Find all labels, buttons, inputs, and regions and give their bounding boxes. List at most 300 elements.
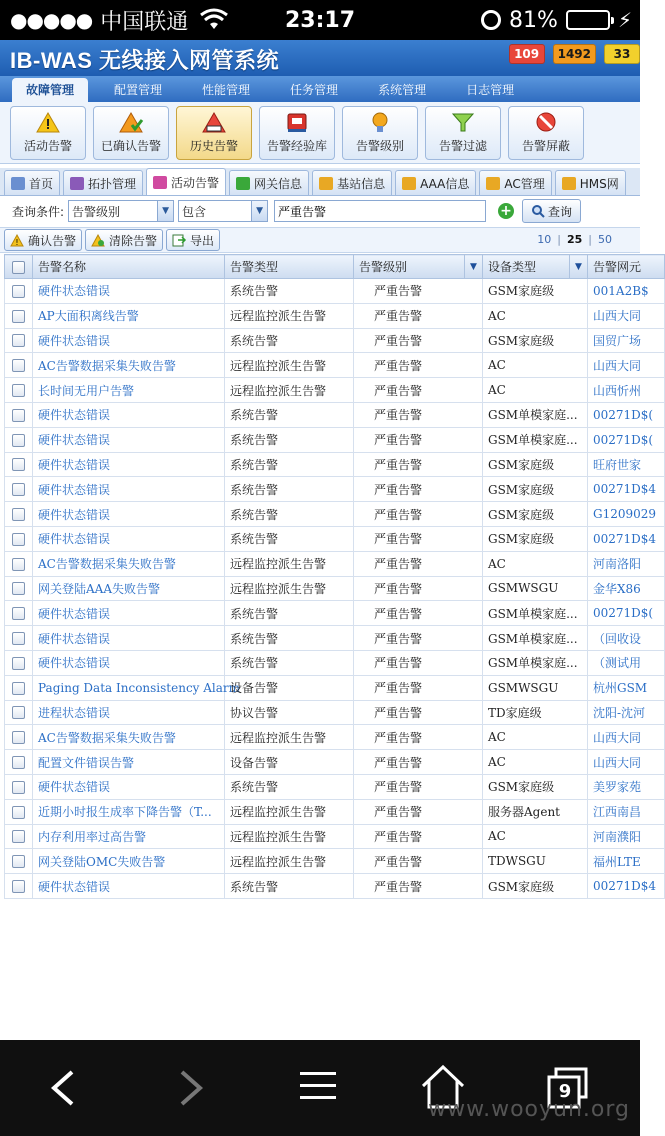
clear-alarm-label: 清除告警 [109, 233, 158, 248]
toolbar-button-label: 告警屏蔽 [521, 139, 570, 153]
tab-count: 9 [558, 1081, 572, 1102]
alarm-table-container [4, 254, 657, 900]
cell-alarm-element[interactable]: 00271D$4 [588, 526, 665, 551]
cell-alarm-name[interactable]: 配置文件错误告警 [33, 750, 225, 775]
cell-alarm-name[interactable]: 长时间无用户告警 [33, 378, 225, 403]
page-tabs [0, 168, 640, 196]
table-row[interactable] [5, 824, 665, 849]
clear-warning-icon [91, 234, 105, 247]
cell-alarm-name[interactable]: 网关登陆AAA失败告警 [33, 576, 225, 601]
row-checkbox[interactable] [12, 533, 25, 546]
row-checkbox[interactable] [12, 508, 25, 521]
toolbar-button[interactable] [342, 106, 418, 160]
main-menu-item[interactable]: 日志管理 [466, 83, 515, 97]
cell-alarm-element[interactable]: 山西大同 [588, 725, 665, 750]
row-checkbox[interactable] [12, 682, 25, 695]
main-menu [0, 76, 640, 102]
row-checkbox[interactable] [12, 409, 25, 422]
cell-alarm-level: 严重告警 [354, 402, 483, 427]
row-checkbox-cell[interactable] [5, 874, 33, 899]
row-checkbox-cell[interactable] [5, 551, 33, 576]
cell-alarm-level: 严重告警 [354, 526, 483, 551]
cell-device-type: GSM家庭级 [483, 874, 588, 899]
row-checkbox-cell[interactable] [5, 626, 33, 651]
alarm-toolbar [0, 102, 640, 164]
confirmed-alarm-icon [119, 111, 143, 133]
cell-alarm-name[interactable]: 硬件状态错误 [33, 427, 225, 452]
tab-chart[interactable] [4, 170, 60, 195]
row-checkbox[interactable] [12, 830, 25, 843]
row-checkbox-cell[interactable] [5, 750, 33, 775]
row-checkbox[interactable] [12, 880, 25, 893]
row-checkbox[interactable] [12, 731, 25, 744]
cell-alarm-element[interactable]: 美罗家苑 [588, 774, 665, 799]
cell-alarm-level: 严重告警 [354, 576, 483, 601]
cell-device-type: GSM家庭级 [483, 328, 588, 353]
chevron-down-icon[interactable]: ▼ [157, 201, 173, 221]
toolbar-button[interactable] [176, 106, 252, 160]
tab-aaa[interactable] [395, 170, 476, 195]
chevron-down-icon[interactable]: ▼ [251, 201, 267, 221]
cell-alarm-element[interactable]: 001A2B$ [588, 279, 665, 304]
table-row[interactable] [5, 353, 665, 378]
alarm-level-icon [368, 111, 392, 133]
table-row[interactable] [5, 402, 665, 427]
cell-alarm-type: 远程监控派生告警 [225, 824, 354, 849]
toolbar-button[interactable] [425, 106, 501, 160]
browser-bottom-bar [0, 1040, 640, 1136]
row-checkbox-cell[interactable] [5, 452, 33, 477]
cell-alarm-type: 系统告警 [225, 477, 354, 502]
row-checkbox-cell[interactable] [5, 774, 33, 799]
page-size-option[interactable]: 10 [537, 233, 552, 246]
app-header [0, 40, 640, 76]
cell-alarm-level: 严重告警 [354, 700, 483, 725]
row-checkbox-cell[interactable] [5, 650, 33, 675]
row-checkbox-cell[interactable] [5, 576, 33, 601]
toolbar-button[interactable] [93, 106, 169, 160]
main-menu-item[interactable]: 配置管理 [114, 83, 163, 97]
back-arrow-icon[interactable] [48, 1070, 78, 1106]
cell-alarm-type: 系统告警 [225, 452, 354, 477]
cell-alarm-name[interactable]: 硬件状态错误 [33, 328, 225, 353]
cell-alarm-element[interactable]: 金华X86 [588, 576, 665, 601]
row-checkbox[interactable] [12, 285, 25, 298]
cell-alarm-element[interactable]: 山西大同 [588, 353, 665, 378]
battery-icon [566, 10, 610, 30]
search-icon [531, 204, 545, 218]
row-checkbox-cell[interactable] [5, 601, 33, 626]
cell-alarm-name[interactable]: Paging Data Inconsistency Alarm [33, 675, 225, 700]
alarm-tab-icon [153, 176, 167, 189]
row-checkbox[interactable] [12, 310, 25, 323]
cell-alarm-name[interactable]: 硬件状态错误 [33, 279, 225, 304]
alarm-count-badge[interactable]: 1492 [553, 44, 596, 64]
action-bar [0, 227, 640, 253]
toolbar-button-label: 历史告警 [189, 139, 238, 153]
tab-topology[interactable] [63, 170, 143, 195]
cell-alarm-type: 远程监控派生告警 [225, 849, 354, 874]
cell-alarm-level: 严重告警 [354, 774, 483, 799]
cell-alarm-level: 严重告警 [354, 824, 483, 849]
cell-alarm-name[interactable]: 硬件状态错误 [33, 452, 225, 477]
alarm-count-badge[interactable]: 33 [604, 44, 640, 64]
cell-alarm-level: 严重告警 [354, 452, 483, 477]
cell-alarm-element[interactable]: 00271D$( [588, 601, 665, 626]
row-checkbox-cell[interactable] [5, 799, 33, 824]
table-row[interactable] [5, 874, 665, 899]
cell-alarm-element[interactable]: （测试用 [588, 650, 665, 675]
cell-alarm-type: 远程监控派生告警 [225, 576, 354, 601]
cell-alarm-type: 设备告警 [225, 675, 354, 700]
cell-alarm-type: 设备告警 [225, 750, 354, 775]
query-field-value: 告警级别 [72, 204, 121, 219]
column-header-device-type-label: 设备类型 [488, 260, 537, 274]
toolbar-button-label: 告警经验库 [266, 139, 327, 153]
cell-alarm-element[interactable]: 福州LTE [588, 849, 665, 874]
cell-alarm-name[interactable]: 硬件状态错误 [33, 502, 225, 527]
cell-alarm-name[interactable]: AC告警数据采集失败告警 [33, 725, 225, 750]
toolbar-button[interactable] [10, 106, 86, 160]
cell-alarm-name[interactable]: 内存利用率过高告警 [33, 824, 225, 849]
cell-alarm-type: 系统告警 [225, 626, 354, 651]
cell-device-type: GSM家庭级 [483, 477, 588, 502]
row-checkbox[interactable] [12, 434, 25, 447]
cell-alarm-type: 远程监控派生告警 [225, 551, 354, 576]
row-checkbox[interactable] [12, 855, 25, 868]
column-header-alarm-level[interactable] [354, 255, 483, 279]
pager-separator: | [588, 233, 592, 246]
signal-strength: ●●●●● [10, 8, 93, 32]
cell-alarm-type: 系统告警 [225, 402, 354, 427]
cell-alarm-level: 严重告警 [354, 328, 483, 353]
row-checkbox-cell[interactable] [5, 353, 33, 378]
cell-device-type: TDWSGU [483, 849, 588, 874]
charging-bolt-icon: ⚡ [617, 8, 632, 32]
confirm-alarm-label: 确认告警 [28, 233, 77, 248]
table-row[interactable] [5, 650, 665, 675]
cell-alarm-element[interactable]: 国贸广场 [588, 328, 665, 353]
aaa-icon [402, 177, 416, 190]
row-checkbox-cell[interactable] [5, 328, 33, 353]
cell-alarm-type: 系统告警 [225, 526, 354, 551]
row-checkbox[interactable] [12, 384, 25, 397]
cell-alarm-element[interactable]: 旺府世家 [588, 452, 665, 477]
row-checkbox-cell[interactable] [5, 700, 33, 725]
cell-alarm-level: 严重告警 [354, 601, 483, 626]
query-field-select[interactable] [68, 200, 174, 222]
table-row[interactable] [5, 526, 665, 551]
tab-label: 网关信息 [254, 176, 303, 191]
cell-alarm-name[interactable]: 近期小时报生成率下降告警（T... [33, 799, 225, 824]
warning-icon [36, 111, 60, 133]
row-checkbox[interactable] [12, 781, 25, 794]
alarm-table [4, 254, 665, 899]
watermark-text: www.wooyun.org [428, 1097, 630, 1122]
table-row[interactable] [5, 452, 665, 477]
cell-alarm-type: 远程监控派生告警 [225, 378, 354, 403]
cell-device-type: GSM家庭级 [483, 279, 588, 304]
cell-alarm-name[interactable]: 网关登陆OMC失败告警 [33, 849, 225, 874]
cell-alarm-type: 系统告警 [225, 601, 354, 626]
battery-percent: 81% [509, 7, 558, 33]
cell-alarm-level: 严重告警 [354, 378, 483, 403]
cell-alarm-name[interactable]: 硬件状态错误 [33, 477, 225, 502]
cell-alarm-name[interactable]: 硬件状态错误 [33, 626, 225, 651]
cell-alarm-element[interactable]: 山西大同 [588, 750, 665, 775]
table-row[interactable] [5, 750, 665, 775]
alarm-clock-icon [481, 10, 501, 30]
table-row[interactable] [5, 328, 665, 353]
cell-alarm-level: 严重告警 [354, 750, 483, 775]
tab-label: 基站信息 [337, 176, 386, 191]
filter-icon [451, 111, 475, 133]
cell-alarm-name[interactable]: 硬件状态错误 [33, 526, 225, 551]
cell-alarm-element[interactable]: 00271D$( [588, 402, 665, 427]
row-checkbox-cell[interactable] [5, 502, 33, 527]
cell-device-type: GSMWSGU [483, 675, 588, 700]
history-alarm-icon [202, 111, 226, 133]
export-icon [172, 234, 186, 247]
cell-device-type: GSM单模家庭... [483, 601, 588, 626]
column-header-alarm-name[interactable]: 告警名称 [33, 255, 225, 279]
query-label: 查询条件: [12, 204, 65, 219]
menu-icon[interactable] [300, 1070, 336, 1102]
table-row[interactable] [5, 601, 665, 626]
toolbar-button-label: 已确认告警 [100, 139, 161, 153]
query-value-input[interactable] [274, 200, 486, 222]
row-checkbox-cell[interactable] [5, 303, 33, 328]
search-button-label: 查询 [548, 204, 573, 219]
forward-arrow-icon[interactable] [176, 1070, 206, 1106]
cell-alarm-type: 系统告警 [225, 328, 354, 353]
row-checkbox[interactable] [12, 806, 25, 819]
row-checkbox[interactable] [12, 657, 25, 670]
toolbar-button[interactable] [259, 106, 335, 160]
cell-device-type: GSM家庭级 [483, 774, 588, 799]
cell-alarm-element[interactable]: 00271D$4 [588, 874, 665, 899]
table-row[interactable] [5, 725, 665, 750]
tab-label: 首页 [29, 176, 54, 191]
sort-desc-icon[interactable]: ▼ [464, 255, 482, 278]
tab-basestation[interactable] [312, 170, 392, 195]
row-checkbox[interactable] [12, 632, 25, 645]
cell-alarm-type: 协议告警 [225, 700, 354, 725]
row-checkbox[interactable] [12, 334, 25, 347]
table-row[interactable] [5, 378, 665, 403]
export-label: 导出 [190, 233, 215, 248]
cell-device-type: GSMWSGU [483, 576, 588, 601]
table-row[interactable] [5, 303, 665, 328]
cell-alarm-element[interactable]: 江西南昌 [588, 799, 665, 824]
tab-label: 拓扑管理 [88, 176, 137, 191]
chart-icon [11, 177, 25, 190]
cell-alarm-element[interactable]: 河南洛阳 [588, 551, 665, 576]
cell-alarm-name[interactable]: 进程状态错误 [33, 700, 225, 725]
column-header-device-type[interactable] [483, 255, 588, 279]
cell-device-type: AC [483, 378, 588, 403]
cell-alarm-type: 远程监控派生告警 [225, 725, 354, 750]
table-row[interactable] [5, 849, 665, 874]
tab-alarm-tab[interactable] [146, 168, 226, 195]
row-checkbox-cell[interactable] [5, 725, 33, 750]
cell-alarm-level: 严重告警 [354, 799, 483, 824]
cell-alarm-element[interactable]: 沈阳-沈河 [588, 700, 665, 725]
main-menu-item[interactable]: 任务管理 [290, 83, 339, 97]
cell-alarm-level: 严重告警 [354, 502, 483, 527]
cell-alarm-name[interactable]: 硬件状态错误 [33, 874, 225, 899]
column-header-alarm-level-label: 告警级别 [359, 260, 408, 274]
cell-device-type: GSM单模家庭... [483, 650, 588, 675]
row-checkbox[interactable] [12, 558, 25, 571]
table-row[interactable] [5, 675, 665, 700]
cell-alarm-name[interactable]: AC告警数据采集失败告警 [33, 353, 225, 378]
table-row[interactable] [5, 502, 665, 527]
ac-icon [486, 177, 500, 190]
page-size-selector [537, 233, 612, 246]
cell-device-type: GSM家庭级 [483, 526, 588, 551]
cell-alarm-level: 严重告警 [354, 849, 483, 874]
cell-alarm-element[interactable]: （回收设 [588, 626, 665, 651]
cell-alarm-level: 严重告警 [354, 477, 483, 502]
table-row[interactable] [5, 774, 665, 799]
cell-alarm-level: 严重告警 [354, 626, 483, 651]
cell-alarm-type: 远程监控派生告警 [225, 353, 354, 378]
cell-alarm-level: 严重告警 [354, 303, 483, 328]
warning-icon [10, 234, 24, 247]
cell-alarm-type: 系统告警 [225, 279, 354, 304]
gateway-icon [236, 177, 250, 190]
sort-desc-icon[interactable]: ▼ [569, 255, 587, 278]
cell-alarm-element[interactable]: 杭州GSM [588, 675, 665, 700]
tab-gateway[interactable] [229, 170, 309, 195]
row-checkbox-cell[interactable] [5, 849, 33, 874]
tab-hms[interactable] [555, 170, 626, 195]
cell-device-type: AC [483, 824, 588, 849]
cell-alarm-level: 严重告警 [354, 725, 483, 750]
add-condition-icon[interactable]: + [498, 203, 514, 219]
cell-device-type: TD家庭级 [483, 700, 588, 725]
row-checkbox-cell[interactable] [5, 279, 33, 304]
cell-alarm-level: 严重告警 [354, 279, 483, 304]
search-button[interactable] [522, 199, 581, 223]
cell-alarm-type: 远程监控派生告警 [225, 303, 354, 328]
column-header-alarm-type[interactable]: 告警类型 [225, 255, 354, 279]
table-row[interactable] [5, 279, 665, 304]
clear-alarm-button[interactable] [85, 229, 163, 251]
main-menu-item[interactable]: 系统管理 [378, 83, 427, 97]
confirm-alarm-button[interactable] [4, 229, 82, 251]
row-checkbox[interactable] [12, 706, 25, 719]
row-checkbox[interactable] [12, 607, 25, 620]
cell-alarm-element[interactable]: G1209029 [588, 502, 665, 527]
cell-alarm-level: 严重告警 [354, 874, 483, 899]
page-size-option[interactable]: 50 [598, 233, 612, 246]
cell-alarm-element[interactable]: 00271D$4 [588, 477, 665, 502]
row-checkbox[interactable] [12, 582, 25, 595]
tab-label: AAA信息 [420, 176, 470, 191]
table-row[interactable] [5, 551, 665, 576]
cell-alarm-name[interactable]: AC告警数据采集失败告警 [33, 551, 225, 576]
cell-alarm-type: 远程监控派生告警 [225, 799, 354, 824]
cell-alarm-name[interactable]: 硬件状态错误 [33, 774, 225, 799]
hms-icon [562, 177, 576, 190]
table-row[interactable] [5, 626, 665, 651]
table-row[interactable] [5, 427, 665, 452]
tab-label: 活动告警 [171, 175, 220, 190]
column-header-alarm-element[interactable]: 告警网元 [588, 255, 665, 279]
row-checkbox-cell[interactable] [5, 824, 33, 849]
toolbar-button[interactable] [508, 106, 584, 160]
cell-alarm-name[interactable]: 硬件状态错误 [33, 402, 225, 427]
row-checkbox[interactable] [12, 483, 25, 496]
cell-alarm-level: 严重告警 [354, 650, 483, 675]
cell-alarm-level: 严重告警 [354, 551, 483, 576]
svg-text:!: ! [15, 237, 19, 247]
wifi-icon [200, 9, 228, 31]
cell-alarm-element[interactable]: 山西忻州 [588, 378, 665, 403]
row-checkbox-cell[interactable] [5, 402, 33, 427]
export-button[interactable] [166, 229, 220, 251]
cell-alarm-element[interactable]: 河南濮阳 [588, 824, 665, 849]
tab-label: AC管理 [504, 176, 545, 191]
cell-alarm-element[interactable]: 山西大同 [588, 303, 665, 328]
carrier-name: 中国联通 [100, 9, 189, 35]
cell-device-type: AC [483, 725, 588, 750]
main-menu-item[interactable]: 故障管理 [12, 78, 88, 102]
select-all-checkbox-cell[interactable] [5, 255, 33, 279]
row-checkbox[interactable] [12, 458, 25, 471]
topology-icon [70, 177, 84, 190]
cell-alarm-name[interactable]: AP大面积离线告警 [33, 303, 225, 328]
cell-alarm-name[interactable]: 硬件状态错误 [33, 650, 225, 675]
select-all-checkbox[interactable] [12, 261, 25, 274]
clock: 23:17 [284, 7, 356, 33]
query-operator-select[interactable] [178, 200, 268, 222]
tab-label: HMS网 [579, 176, 619, 191]
row-checkbox-cell[interactable] [5, 378, 33, 403]
cell-device-type: GSM单模家庭... [483, 427, 588, 452]
block-icon [534, 111, 558, 133]
table-row[interactable] [5, 700, 665, 725]
row-checkbox-cell[interactable] [5, 526, 33, 551]
cell-device-type: GSM单模家庭... [483, 626, 588, 651]
toolbar-button-label: 告警级别 [355, 139, 404, 153]
alarm-count-badge[interactable]: 109 [509, 44, 545, 64]
cell-device-type: AC [483, 750, 588, 775]
row-checkbox-cell[interactable] [5, 675, 33, 700]
row-checkbox[interactable] [12, 359, 25, 372]
cell-device-type: AC [483, 353, 588, 378]
row-checkbox-cell[interactable] [5, 427, 33, 452]
cell-alarm-level: 严重告警 [354, 427, 483, 452]
cell-alarm-type: 系统告警 [225, 874, 354, 899]
table-row[interactable] [5, 477, 665, 502]
table-row[interactable] [5, 799, 665, 824]
cell-device-type: 服务器Agent [483, 799, 588, 824]
row-checkbox-cell[interactable] [5, 477, 33, 502]
toolbar-button-label: 告警过滤 [438, 139, 487, 153]
cell-alarm-name[interactable]: 硬件状态错误 [33, 601, 225, 626]
row-checkbox[interactable] [12, 756, 25, 769]
tab-ac[interactable] [479, 170, 551, 195]
cell-alarm-element[interactable]: 00271D$( [588, 427, 665, 452]
main-menu-item[interactable]: 性能管理 [202, 83, 251, 97]
query-operator-value: 包含 [182, 204, 207, 219]
page-size-option[interactable]: 25 [566, 233, 583, 246]
table-row[interactable] [5, 576, 665, 601]
ios-status-bar [0, 0, 640, 40]
